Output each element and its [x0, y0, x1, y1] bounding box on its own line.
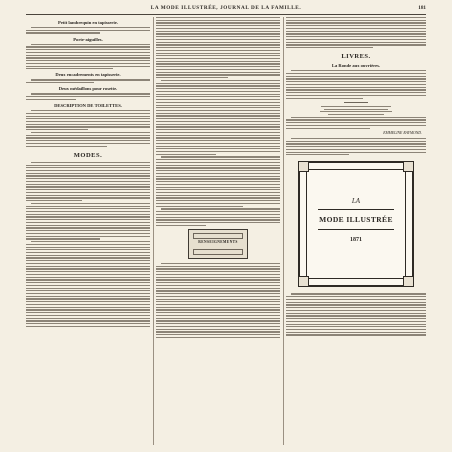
frame-title: MODE ILLUSTRÉE — [319, 215, 393, 225]
column-left — [26, 17, 150, 447]
page-number: 181 — [418, 5, 426, 11]
text-block — [286, 117, 426, 129]
text-block — [286, 17, 426, 48]
section-heading: Deux médaillons pour rosette. — [58, 86, 118, 92]
journal-title: LA MODE ILLUSTRÉE, JOURNAL DE LA FAMILLE. — [150, 5, 302, 11]
text-block — [26, 44, 150, 70]
column-rule — [153, 17, 154, 445]
section-heading: Porte-aiguilles. — [73, 36, 103, 42]
text-block — [286, 138, 426, 156]
section-heading: Petit lambrequin en tapisserie. — [58, 20, 118, 25]
text-block — [26, 93, 150, 100]
author-signature: EMMELINE RAYMOND. — [383, 130, 422, 135]
verse-block — [286, 106, 426, 115]
text-block — [26, 162, 150, 327]
banner-label: RENSEIGNEMENTS — [198, 240, 238, 244]
section-heading-modes: MODES. — [73, 151, 103, 159]
text-block — [26, 110, 150, 147]
section-heading-livres: LIVRES. — [341, 53, 371, 61]
section-heading: Deux encadrements en tapisserie. — [55, 72, 121, 78]
column-right — [286, 17, 426, 447]
text-block — [26, 79, 150, 83]
frame-la: LA — [351, 197, 361, 206]
section-heading: DESCRIPTION DE TOILETTES. — [54, 103, 122, 109]
text-block — [286, 293, 426, 335]
frame-year: 1871 — [350, 237, 362, 244]
column-rule — [283, 17, 284, 445]
column-middle — [156, 17, 280, 447]
title-frame-illustration — [298, 161, 414, 287]
text-block — [286, 70, 426, 99]
text-block — [156, 263, 280, 338]
renseignements-banner — [188, 229, 248, 259]
section-subheading: La Ronde aux ouvrières. — [331, 63, 381, 69]
text-block — [26, 27, 150, 34]
page-header — [26, 5, 426, 15]
text-block — [156, 17, 280, 226]
